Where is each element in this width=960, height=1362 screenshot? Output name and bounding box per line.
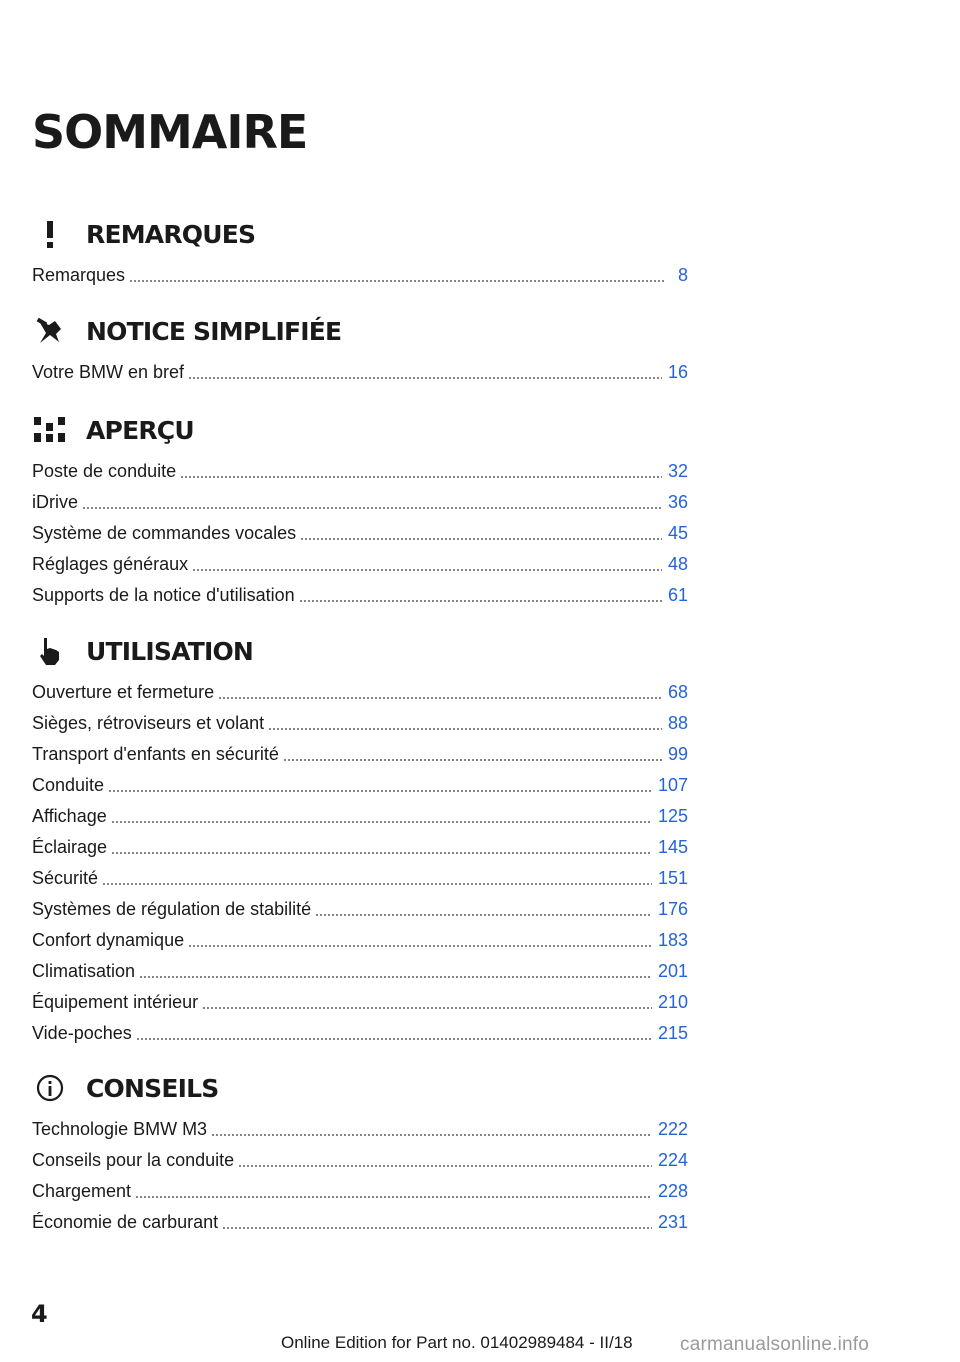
toc-entry-label: Votre BMW en bref — [32, 362, 185, 382]
toc-entry-label: Réglages généraux — [32, 554, 189, 574]
toc-entry-page-link[interactable]: 16 — [667, 362, 688, 382]
toc-entry-page-link[interactable]: 107 — [657, 775, 688, 795]
toc-entry-page-link[interactable]: 176 — [657, 899, 688, 919]
section-utilisation — [32, 629, 688, 1049]
toc-entry-page-link[interactable]: 210 — [657, 992, 688, 1012]
toc-entry-page-link[interactable]: 61 — [667, 585, 688, 605]
section-apercu — [32, 408, 688, 611]
toc-entry[interactable] — [32, 1145, 688, 1176]
section-header — [32, 408, 688, 452]
toc-entry[interactable] — [32, 987, 688, 1018]
dot-leader — [192, 569, 662, 571]
toc-entry-label: Chargement — [32, 1181, 132, 1201]
exclamation-icon — [32, 218, 68, 250]
section-title: NOTICE SIMPLIFIÉE — [86, 316, 342, 346]
toc-entry-page-link[interactable]: 222 — [657, 1119, 688, 1139]
info-circle-icon — [32, 1072, 68, 1104]
toc-entry[interactable] — [32, 487, 688, 518]
toc-entry[interactable] — [32, 956, 688, 987]
toc-entry-page-link[interactable]: 201 — [657, 961, 688, 981]
toc-entry-label: Système de commandes vocales — [32, 523, 297, 543]
dot-leader — [222, 1227, 652, 1229]
toc-entry[interactable] — [32, 770, 688, 801]
section-title: REMARQUES — [86, 219, 256, 249]
section-header — [32, 629, 688, 673]
edition-text: Online Edition for Part no. 01402989484 - II/18 — [281, 1333, 633, 1352]
dot-leader — [102, 883, 652, 885]
toc-entry-page-link[interactable]: 32 — [667, 461, 688, 481]
watermark-text: carmanualsonline.info — [680, 1334, 870, 1355]
toc-entry-label: Conseils pour la conduite — [32, 1150, 235, 1170]
toc-entry-page-link[interactable]: 231 — [657, 1212, 688, 1232]
toc-entry-page-link[interactable]: 145 — [657, 837, 688, 857]
toc-entry[interactable] — [32, 801, 688, 832]
toc-entry-page-link[interactable]: 36 — [667, 492, 688, 512]
toc-entry-label: Systèmes de régulation de stabilité — [32, 899, 312, 919]
hand-pointer-icon — [32, 635, 68, 667]
dot-leader — [139, 976, 652, 978]
toc-entry-label: Éclairage — [32, 837, 108, 857]
dot-leader — [135, 1196, 652, 1198]
toc-entry-label: Sièges, rétroviseurs et volant — [32, 713, 265, 733]
toc-entry-page-link[interactable]: 68 — [667, 682, 688, 702]
section-title: CONSEILS — [86, 1073, 219, 1103]
toc-entry[interactable] — [32, 677, 688, 708]
toc-list — [32, 260, 688, 291]
dot-leader — [108, 790, 652, 792]
toc-entry-page-link[interactable]: 215 — [657, 1023, 688, 1043]
dot-leader — [180, 476, 662, 478]
pushpin-icon — [32, 315, 68, 347]
toc-entry[interactable] — [32, 1176, 688, 1207]
section-header — [32, 212, 688, 256]
toc-entry-label: Ouverture et fermeture — [32, 682, 215, 702]
toc-entry[interactable] — [32, 832, 688, 863]
toc-entry-page-link[interactable]: 99 — [667, 744, 688, 764]
section-remarques — [32, 212, 688, 291]
dot-leader — [299, 600, 662, 602]
toc-entry-label: Transport d'enfants en sécurité — [32, 744, 279, 764]
section-title: APERÇU — [86, 415, 194, 445]
toc-entry[interactable] — [32, 456, 688, 487]
toc-entry[interactable] — [32, 580, 688, 611]
toc-entry[interactable] — [32, 1207, 688, 1238]
toc-entry[interactable] — [32, 549, 688, 580]
toc-entry-page-link[interactable]: 48 — [667, 554, 688, 574]
dot-leader — [202, 1007, 652, 1009]
dot-leader — [129, 280, 664, 282]
dot-leader — [238, 1165, 652, 1167]
toc-entry-label: Sécurité — [32, 868, 99, 888]
toc-entry-page-link[interactable]: 125 — [657, 806, 688, 826]
toc-entry-label: Poste de conduite — [32, 461, 177, 481]
toc-entry-label: Conduite — [32, 775, 105, 795]
dot-leader — [211, 1134, 652, 1136]
toc-entry-label: Équipement intérieur — [32, 992, 199, 1012]
toc-entry[interactable] — [32, 260, 688, 291]
toc-entry-label: Technologie BMW M3 — [32, 1119, 208, 1139]
grid-icon — [32, 414, 68, 446]
toc-entry-label: Économie de carburant — [32, 1212, 219, 1232]
toc-entry[interactable] — [32, 357, 688, 388]
toc-entry[interactable] — [32, 518, 688, 549]
toc-entry-label: Vide-poches — [32, 1023, 132, 1043]
toc-entry-label: iDrive — [32, 492, 79, 512]
dot-leader — [111, 821, 652, 823]
toc-list — [32, 677, 688, 1049]
dot-leader — [188, 377, 662, 379]
dot-leader — [300, 538, 662, 540]
toc-entry-page-link[interactable]: 228 — [657, 1181, 688, 1201]
toc-entry-label: Climatisation — [32, 961, 136, 981]
toc-entry[interactable] — [32, 739, 688, 770]
section-header — [32, 1066, 688, 1110]
page-title: SOMMAIRE — [32, 105, 308, 159]
toc-list — [32, 1114, 688, 1238]
dot-leader — [218, 697, 662, 699]
dot-leader — [82, 507, 662, 509]
dot-leader — [136, 1038, 652, 1040]
toc-entry[interactable] — [32, 708, 688, 739]
toc-entry-page-link[interactable]: 224 — [657, 1150, 688, 1170]
toc-entry[interactable] — [32, 1018, 688, 1049]
page-number: 4 — [31, 1300, 48, 1328]
toc-entry-page-link[interactable]: 151 — [657, 868, 688, 888]
dot-leader — [268, 728, 662, 730]
toc-entry-page-link[interactable]: 183 — [657, 930, 688, 950]
dot-leader — [315, 914, 652, 916]
toc-entry-label: Supports de la notice d'utilisation — [32, 585, 295, 605]
toc-entry[interactable] — [32, 894, 688, 925]
section-header — [32, 309, 688, 353]
dot-leader — [188, 945, 652, 947]
toc-entry[interactable] — [32, 1114, 688, 1145]
toc-entry-label: Affichage — [32, 806, 107, 826]
toc-entry[interactable] — [32, 863, 688, 894]
toc-entry-label: Remarques — [32, 265, 126, 285]
toc-entry[interactable] — [32, 925, 688, 956]
toc-entry-page-link[interactable]: 88 — [667, 713, 688, 733]
section-notice-simplifiee — [32, 309, 688, 388]
toc-entry-label: Confort dynamique — [32, 930, 185, 950]
section-conseils — [32, 1066, 688, 1238]
toc-list — [32, 357, 688, 388]
toc-list — [32, 456, 688, 611]
section-title: UTILISATION — [86, 636, 254, 666]
toc-entry-page-link[interactable]: 45 — [667, 523, 688, 543]
dot-leader — [111, 852, 652, 854]
dot-leader — [283, 759, 662, 761]
toc-entry-page-link[interactable]: 8 — [677, 265, 688, 285]
